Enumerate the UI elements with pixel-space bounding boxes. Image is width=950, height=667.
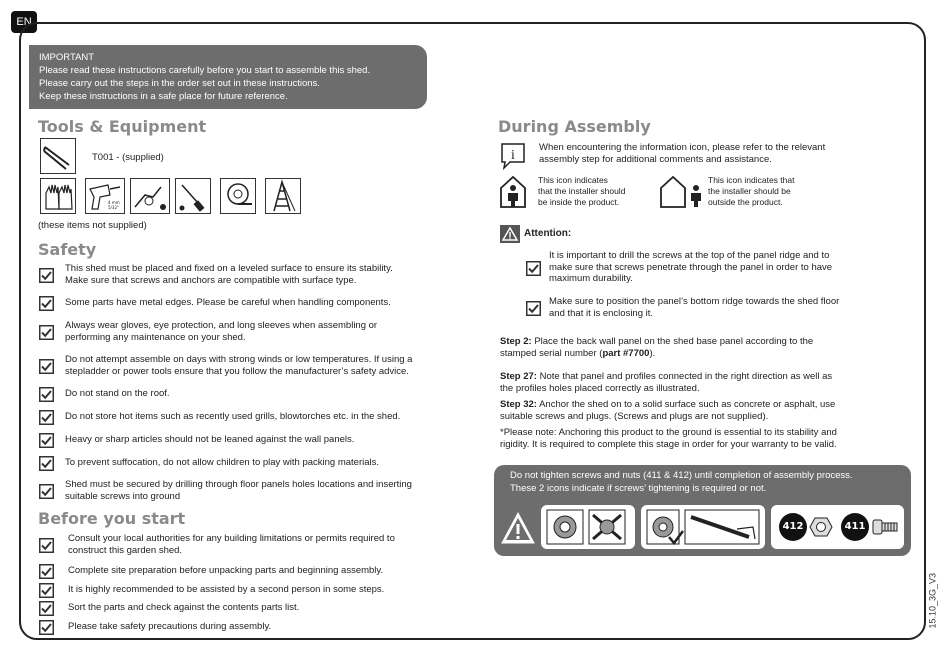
attention-item xyxy=(549,296,839,319)
safety-item xyxy=(65,320,377,343)
important-line: IMPORTANT xyxy=(39,52,95,63)
language-badge: EN xyxy=(11,11,37,33)
step-2: Step 2: Place the back wall panel on the shed base panel according to the stamped serial number (part #7700). xyxy=(500,336,814,359)
nut-icon xyxy=(809,515,833,539)
attention-item-line: It is important to drill the screws at the top of the panel ridge and to xyxy=(549,250,830,261)
safety-item-line: stepladder or power tools ensure that you follow the manufacturer’s safety advice. xyxy=(65,365,409,377)
checkbox-icon xyxy=(39,359,54,374)
safety-item-line: performing any maintenance on your shed. xyxy=(65,331,246,343)
gloves-icon xyxy=(40,178,76,214)
allen-key-icon xyxy=(40,138,76,174)
tools-title: Tools & Equipment xyxy=(38,117,207,136)
safety-item-line: Do not stand on the roof. xyxy=(65,388,170,399)
part-411-badge: 411 xyxy=(841,513,869,541)
attention-item-line: Make sure to position the panel’s bottom ridge towards the shed floor xyxy=(549,296,840,307)
safety-item xyxy=(65,411,400,423)
svg-text:i: i xyxy=(511,148,515,163)
before-item-line: Please take safety precautions during assembly. xyxy=(68,621,272,632)
checkbox-icon xyxy=(39,601,54,616)
safety-item-line: Some parts have metal edges. Please be careful when handling components. xyxy=(65,297,391,308)
safety-item-line: Do not store hot items such as recently used grills, blowtorches etc. in the shed. xyxy=(65,411,401,422)
drill-icon xyxy=(85,178,125,214)
before-item xyxy=(68,602,299,614)
safety-item xyxy=(65,457,379,469)
inside-icon-description: This icon indicates that the installer should be inside the product. xyxy=(538,175,626,207)
safety-item-line: Heavy or sharp articles should not be leaned against the wall panels. xyxy=(65,434,355,445)
safety-item-line: Always wear gloves, eye protection, and long sleeves when assembling or xyxy=(65,320,378,331)
checkbox-icon xyxy=(39,564,54,579)
no-tightening-icons xyxy=(541,505,635,549)
safety-item xyxy=(65,434,354,446)
before-item xyxy=(68,565,383,577)
warning-triangle-icon xyxy=(500,510,536,550)
attention-title: Attention: xyxy=(524,228,572,239)
parts-412-411-box xyxy=(771,505,904,549)
outside-house-icon xyxy=(658,174,706,212)
checkbox-icon xyxy=(39,456,54,471)
before-item-line: It is highly recommended to be assisted by a second person in some steps. xyxy=(68,584,385,595)
info-icon-description: When encountering the information icon, please refer to the relevant assembly step for additional comments and assistance. xyxy=(539,142,826,165)
safety-item-line: suitable screws into ground xyxy=(65,490,181,502)
screwdriver-icon xyxy=(175,178,211,214)
hand-drill-icon xyxy=(130,178,170,214)
important-line: Please read these instructions carefully before you start to assemble this shed. xyxy=(39,65,371,76)
tools-not-supplied-label: (these items not supplied) xyxy=(38,220,147,231)
checkbox-icon xyxy=(526,301,541,316)
checkbox-icon xyxy=(39,484,54,499)
tape-measure-icon xyxy=(220,178,256,214)
checkbox-icon xyxy=(39,296,54,311)
safety-item-line: To prevent suffocation, do not allow children to play with packing materials. xyxy=(65,457,380,468)
drill-bit-size: 4 mm 5/32" xyxy=(108,200,120,210)
tightening-required-icons xyxy=(641,505,765,549)
before-item-line: Sort the parts and check against the contents parts list. xyxy=(68,602,300,613)
important-line: Please carry out the steps in the order set out in these instructions. xyxy=(39,78,320,89)
before-item xyxy=(68,584,384,596)
during-title: During Assembly xyxy=(498,117,651,136)
safety-item-line: This shed must be placed and fixed on a leveled surface to ensure its stability. xyxy=(65,263,393,274)
checkbox-icon xyxy=(39,325,54,340)
safety-item xyxy=(65,263,393,286)
attention-item-line: maximum durability. xyxy=(549,273,633,284)
inside-house-icon xyxy=(498,174,528,212)
important-notice xyxy=(29,45,427,109)
checkbox-icon xyxy=(39,410,54,425)
checkbox-icon xyxy=(526,261,541,276)
checkbox-icon xyxy=(39,268,54,283)
outside-icon-description: This icon indicates that the installer should be outside the product. xyxy=(708,175,795,207)
tool-supplied-label: T001 - (supplied) xyxy=(92,152,164,163)
safety-title: Safety xyxy=(38,240,97,259)
step-27: Step 27: Note that panel and profiles connected in the right direction as well as the profiles holes placed correctly as illustrated. xyxy=(500,371,833,394)
checkbox-icon xyxy=(39,387,54,402)
attention-icon xyxy=(500,225,520,247)
safety-item xyxy=(65,479,412,502)
bolt-icon xyxy=(871,515,899,539)
checkbox-icon xyxy=(39,583,54,598)
attention-item-line: and that it is enclosing it. xyxy=(549,307,654,319)
safety-item xyxy=(65,354,412,377)
version-code: 15.10_3G_V3 xyxy=(928,573,938,629)
safety-item xyxy=(65,388,170,400)
before-item xyxy=(68,533,395,556)
safety-item-line: Shed must be secured by drilling through floor panels holes locations and inserting xyxy=(65,479,412,490)
safety-item-line: Do not attempt assemble on days with strong winds or low temperatures. If using a xyxy=(65,354,413,365)
before-item-line: Complete site preparation before unpacking parts and beginning assembly. xyxy=(68,565,384,576)
anchoring-note: *Please note: Anchoring this product to the ground is essential to its stability and rigidity. It is required to complete this stage in order for your warranty to be valid. xyxy=(500,427,837,450)
before-item-line: Consult your local authorities for any building limitations or permits required to xyxy=(68,533,395,544)
tightening-warning-text: Do not tighten screws and nuts (411 & 412) until completion of assembly process. These 2 icons indicate if screws’ tightening is required or not. xyxy=(510,470,853,494)
attention-item-line: make sure that screws penetrate through the panel in order to have xyxy=(549,261,833,273)
info-icon xyxy=(500,142,526,168)
part-412-badge: 412 xyxy=(779,513,807,541)
before-item-line: construct this garden shed. xyxy=(68,544,183,556)
before-item xyxy=(68,621,271,633)
important-line: Keep these instructions in a safe place for future reference. xyxy=(39,91,288,102)
safety-item-line: Make sure that screws and anchors are compatible with surface type. xyxy=(65,274,357,286)
ladder-icon xyxy=(265,178,301,214)
step-32: Step 32: Anchor the shed on to a solid surface such as concrete or asphalt, use suitable screws and plugs. (Screws and plugs are not supplied). xyxy=(500,399,836,422)
attention-item xyxy=(549,250,832,285)
before-title: Before you start xyxy=(38,509,186,528)
checkbox-icon xyxy=(39,620,54,635)
checkbox-icon xyxy=(39,433,54,448)
checkbox-icon xyxy=(39,538,54,553)
safety-item xyxy=(65,297,391,309)
